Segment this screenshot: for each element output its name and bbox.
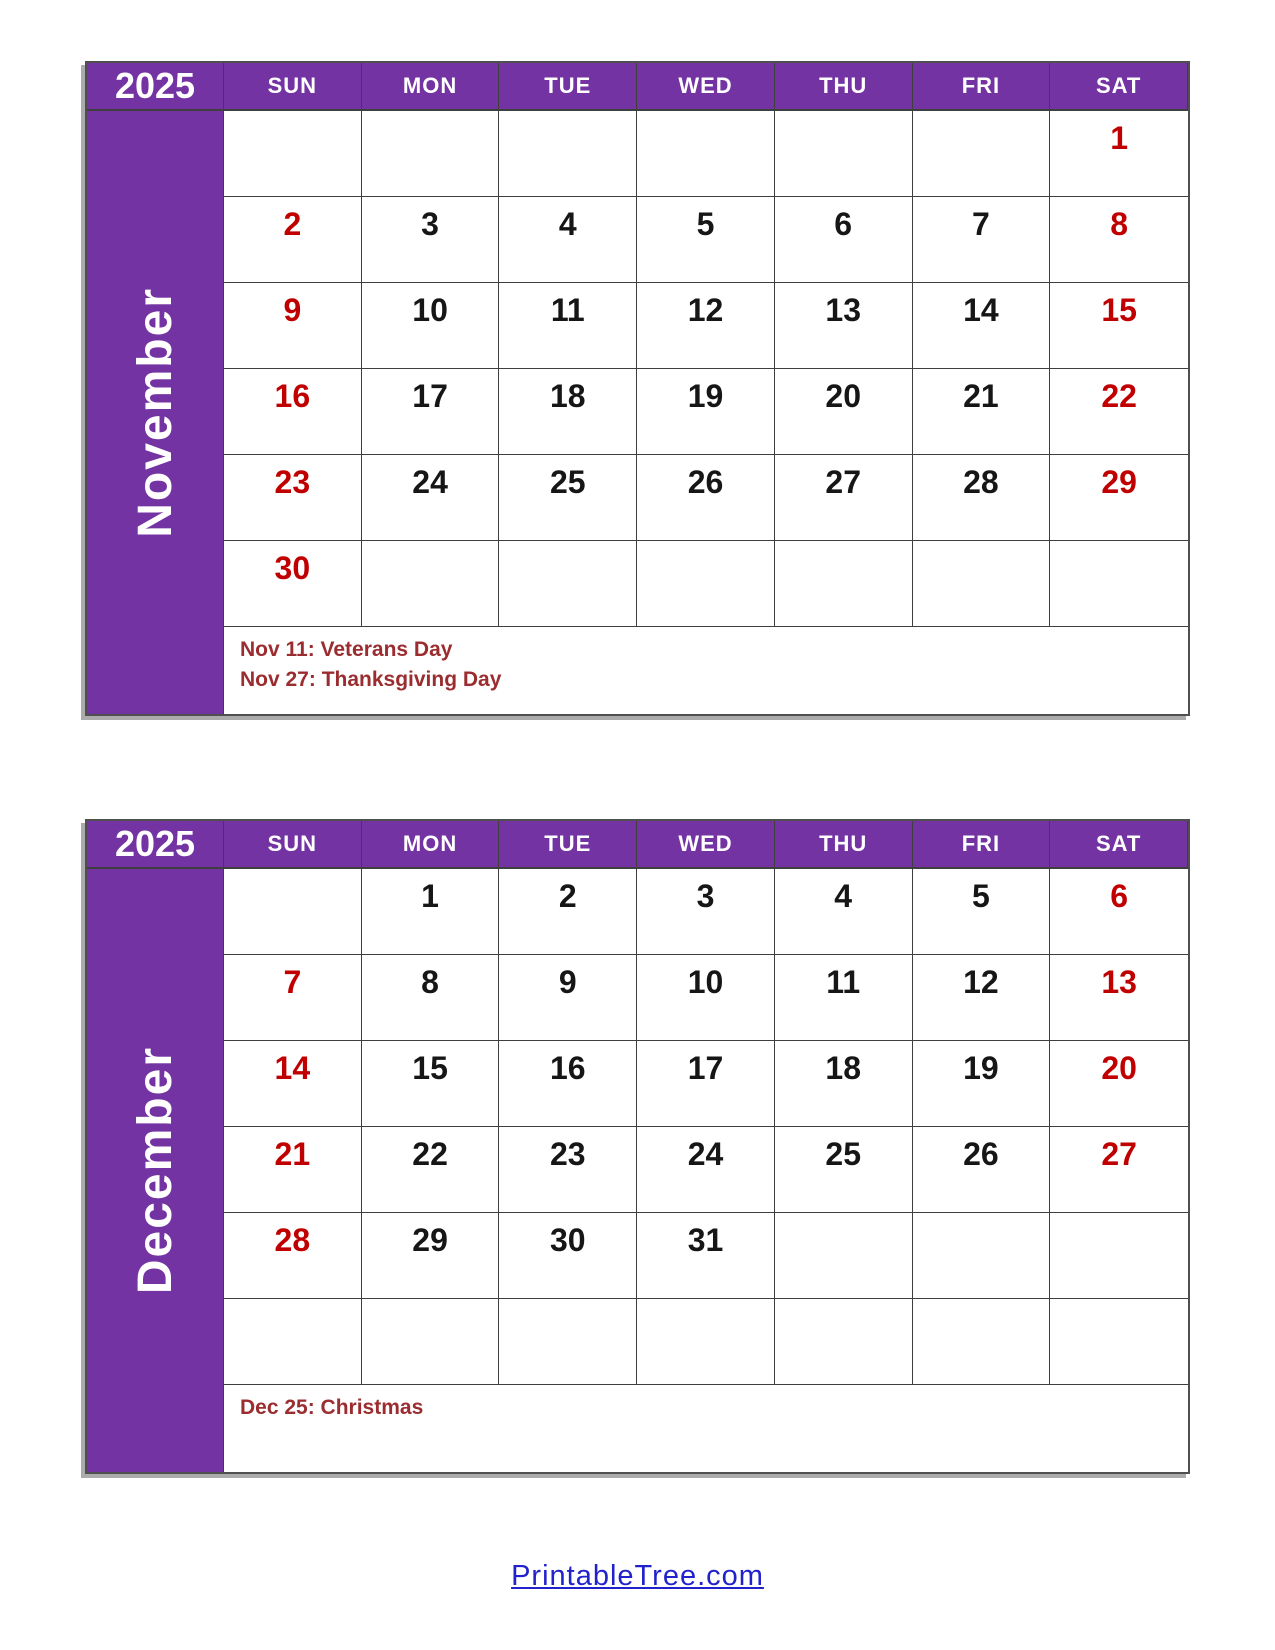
year-label: 2025 [87, 63, 224, 111]
weekday-header-wed: WED [637, 63, 775, 111]
holiday-note: Nov 11: Veterans Day [240, 638, 453, 661]
weekday-header-sat: SAT [1050, 63, 1188, 111]
date-cell-empty [224, 111, 362, 197]
date-cell-empty [362, 111, 500, 197]
date-cell: 5 [913, 869, 1051, 955]
date-cell-empty [1050, 1299, 1188, 1385]
date-cell: 22 [362, 1127, 500, 1213]
calendar-december [85, 819, 1190, 1474]
weekday-header-sun: SUN [224, 821, 362, 869]
date-cell: 5 [637, 197, 775, 283]
date-cell: 8 [362, 955, 500, 1041]
date-cell: 21 [913, 369, 1051, 455]
date-cell: 23 [499, 1127, 637, 1213]
date-cell: 21 [224, 1127, 362, 1213]
date-cell-empty [362, 1299, 500, 1385]
date-cell: 14 [913, 283, 1051, 369]
date-cell: 19 [913, 1041, 1051, 1127]
date-cell-empty [224, 869, 362, 955]
holiday-note: Dec 25: Christmas [240, 1396, 424, 1419]
holiday-note: Nov 27: Thanksgiving Day [240, 668, 502, 691]
date-cell-empty [913, 541, 1051, 627]
date-cell: 8 [1050, 197, 1188, 283]
weekday-header-fri: FRI [913, 821, 1051, 869]
printabletree-link[interactable]: PrintableTree.com [511, 1560, 764, 1592]
date-cell: 15 [362, 1041, 500, 1127]
date-cell: 30 [499, 1213, 637, 1299]
weekday-header-thu: THU [775, 821, 913, 869]
date-cell: 27 [1050, 1127, 1188, 1213]
holiday-area [224, 627, 1188, 714]
calendar-november [85, 61, 1190, 716]
date-cell: 18 [499, 369, 637, 455]
weekday-header-fri: FRI [913, 63, 1051, 111]
date-cell: 3 [362, 197, 500, 283]
date-cell: 2 [224, 197, 362, 283]
month-label: December [128, 1046, 182, 1295]
date-cell: 19 [637, 369, 775, 455]
month-sidebar [87, 111, 224, 714]
date-cell: 2 [499, 869, 637, 955]
month-label: November [128, 287, 182, 538]
weekday-header-thu: THU [775, 63, 913, 111]
date-cell-empty [913, 111, 1051, 197]
date-cell-empty [775, 1299, 913, 1385]
date-cell: 20 [775, 369, 913, 455]
year-label: 2025 [87, 821, 224, 869]
date-cell: 6 [1050, 869, 1188, 955]
date-cell-empty [775, 1213, 913, 1299]
date-cell: 3 [637, 869, 775, 955]
date-cell: 7 [224, 955, 362, 1041]
date-cell: 29 [362, 1213, 500, 1299]
date-cell: 26 [913, 1127, 1051, 1213]
date-cell: 22 [1050, 369, 1188, 455]
date-cell-empty [499, 111, 637, 197]
date-cell: 12 [913, 955, 1051, 1041]
date-cell: 11 [775, 955, 913, 1041]
date-cell: 25 [499, 455, 637, 541]
date-cell: 6 [775, 197, 913, 283]
date-cell: 9 [499, 955, 637, 1041]
date-cell-empty [637, 111, 775, 197]
date-cell: 24 [637, 1127, 775, 1213]
date-cell-empty [499, 1299, 637, 1385]
date-cell-empty [362, 541, 500, 627]
date-cell: 28 [224, 1213, 362, 1299]
date-cell-empty [913, 1299, 1051, 1385]
date-cell: 9 [224, 283, 362, 369]
date-cell: 18 [775, 1041, 913, 1127]
footer [0, 1560, 1275, 1593]
holiday-area [224, 1385, 1188, 1472]
date-cell-empty [499, 541, 637, 627]
date-cell-empty [913, 1213, 1051, 1299]
weekday-header-mon: MON [362, 63, 500, 111]
date-cell-empty [775, 111, 913, 197]
date-cell: 13 [1050, 955, 1188, 1041]
date-cell-empty [224, 1299, 362, 1385]
date-cell: 7 [913, 197, 1051, 283]
date-cell: 17 [637, 1041, 775, 1127]
date-cell: 29 [1050, 455, 1188, 541]
date-cell: 4 [775, 869, 913, 955]
date-cell-empty [1050, 1213, 1188, 1299]
weekday-header-mon: MON [362, 821, 500, 869]
weekday-header-sat: SAT [1050, 821, 1188, 869]
date-cell: 11 [499, 283, 637, 369]
date-cell: 27 [775, 455, 913, 541]
date-cell-empty [1050, 541, 1188, 627]
date-cell: 12 [637, 283, 775, 369]
date-cell: 31 [637, 1213, 775, 1299]
date-cell: 16 [224, 369, 362, 455]
date-cell-empty [637, 541, 775, 627]
date-cell: 13 [775, 283, 913, 369]
date-cell: 1 [1050, 111, 1188, 197]
date-cell: 10 [637, 955, 775, 1041]
date-cell-empty [775, 541, 913, 627]
weekday-header-tue: TUE [499, 63, 637, 111]
date-cell: 4 [499, 197, 637, 283]
weekday-header-tue: TUE [499, 821, 637, 869]
date-cell: 1 [362, 869, 500, 955]
date-cell: 24 [362, 455, 500, 541]
date-cell: 28 [913, 455, 1051, 541]
date-cell: 23 [224, 455, 362, 541]
weekday-header-sun: SUN [224, 63, 362, 111]
date-cell: 25 [775, 1127, 913, 1213]
weekday-header-wed: WED [637, 821, 775, 869]
date-cell: 15 [1050, 283, 1188, 369]
date-cell: 16 [499, 1041, 637, 1127]
date-cell: 26 [637, 455, 775, 541]
month-sidebar [87, 869, 224, 1472]
date-cell: 17 [362, 369, 500, 455]
date-cell: 10 [362, 283, 500, 369]
date-cell: 30 [224, 541, 362, 627]
date-cell-empty [637, 1299, 775, 1385]
date-cell: 20 [1050, 1041, 1188, 1127]
date-cell: 14 [224, 1041, 362, 1127]
